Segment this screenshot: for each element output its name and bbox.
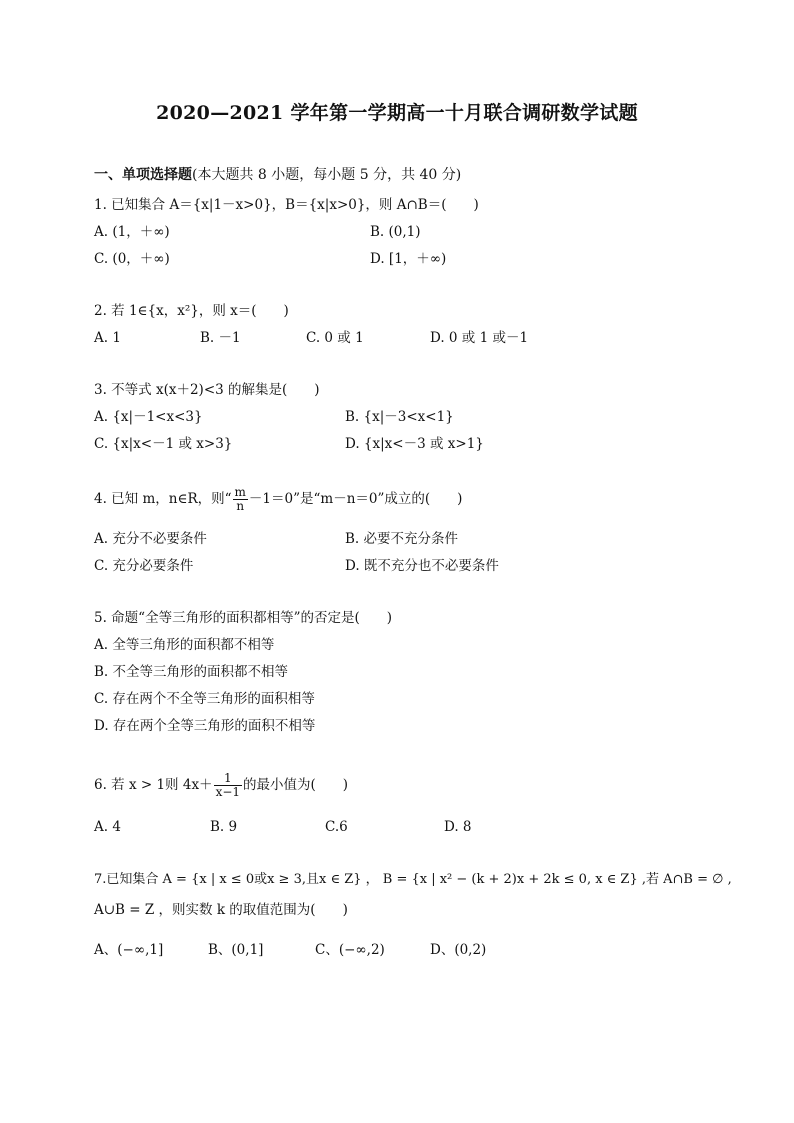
question-1-stem: 1. 已知集合 A＝{x|1－x>0}，B＝{x|x>0}，则 A∩B＝( ) — [94, 197, 479, 213]
question-4-option-a: A. 充分不必要条件 — [94, 531, 207, 547]
question-2-stem: 2. 若 1∈{x，x²}，则 x＝( ) — [94, 303, 289, 319]
question-3-option-d: D. {x|x<－3 或 x>1} — [345, 436, 484, 452]
question-4-fraction-denominator: n — [236, 499, 245, 513]
question-6-stem-pre: 6. 若 x > 1则 4x＋ — [94, 777, 213, 793]
question-1-option-b: B. (0,1) — [370, 224, 421, 240]
question-5-option-c: C. 存在两个不全等三角形的面积相等 — [94, 691, 315, 707]
question-6-option-c: C.6 — [325, 819, 348, 835]
question-1-option-c: C. (0，＋∞) — [94, 251, 170, 267]
question-1-option-a: A. (1，＋∞) — [94, 224, 170, 240]
question-6-fraction-denominator: x−1 — [215, 785, 241, 799]
section-heading-note: (本大题共 8 小题，每小题 5 分，共 40 分) — [192, 167, 462, 183]
question-7-option-d: D、(0,2) — [430, 942, 487, 958]
question-3-option-b: B. {x|－3<x<1} — [345, 409, 454, 425]
question-3-option-a: A. {x|－1<x<3} — [94, 409, 203, 425]
question-5-option-a: A. 全等三角形的面积都不相等 — [94, 637, 275, 653]
question-6-fraction-numerator: 1 — [214, 772, 242, 786]
page-title: 2020—2021 学年第一学期高一十月联合调研数学试题 — [156, 102, 638, 124]
question-4-stem-post: －1＝0”是“m－n＝0”成立的( ) — [248, 491, 463, 507]
question-7-option-a: A、(−∞,1] — [94, 942, 164, 958]
question-6-fraction — [214, 772, 242, 799]
question-1-option-d: D. [1，＋∞) — [370, 251, 447, 267]
question-7-stem-line-2: A∪B = Z ，则实数 k 的取值范围为( ) — [94, 902, 348, 918]
question-6-option-d: D. 8 — [444, 819, 472, 835]
question-2-option-b: B. －1 — [200, 330, 241, 346]
question-7-option-c: C、(−∞,2) — [315, 942, 385, 958]
question-6-option-a: A. 4 — [94, 819, 121, 835]
question-2-option-c: C. 0 或 1 — [306, 330, 364, 346]
question-4-option-d: D. 既不充分也不必要条件 — [345, 558, 499, 574]
question-7-stem-line-1: 7.已知集合 A = {x | x ≤ 0或x ≥ 3,且x ∈ Z} ， B = {x | x² − (k + 2)x + 2k ≤ 0, x ∈ Z} ,若 A∩B = ∅ , — [94, 872, 732, 887]
question-5-option-b: B. 不全等三角形的面积都不相等 — [94, 664, 289, 680]
section-heading — [94, 164, 461, 184]
question-5-option-d: D. 存在两个全等三角形的面积不相等 — [94, 718, 316, 734]
question-2-option-a: A. 1 — [94, 330, 121, 346]
question-5-stem: 5. 命题“全等三角形的面积都相等”的否定是( ) — [94, 610, 393, 626]
question-7-option-b: B、(0,1] — [208, 942, 264, 958]
question-4-option-b: B. 必要不充分条件 — [345, 531, 459, 547]
question-6-stem — [94, 772, 348, 799]
question-3-option-c: C. {x|x<－1 或 x>3} — [94, 436, 233, 452]
question-4-stem — [94, 486, 462, 513]
section-heading-label: 一、单项选择题 — [94, 167, 192, 183]
question-4-stem-pre: 4. 已知 m，n∈R，则“ — [94, 491, 232, 507]
question-3-stem: 3. 不等式 x(x＋2)<3 的解集是( ) — [94, 382, 320, 398]
question-6-stem-post: 的最小值为( ) — [243, 777, 349, 793]
question-4-option-c: C. 充分必要条件 — [94, 558, 194, 574]
question-6-option-b: B. 9 — [210, 819, 238, 835]
question-4-fraction-numerator: m — [234, 485, 246, 499]
question-4-fraction — [233, 486, 248, 513]
question-2-option-d: D. 0 或 1 或－1 — [430, 330, 529, 346]
